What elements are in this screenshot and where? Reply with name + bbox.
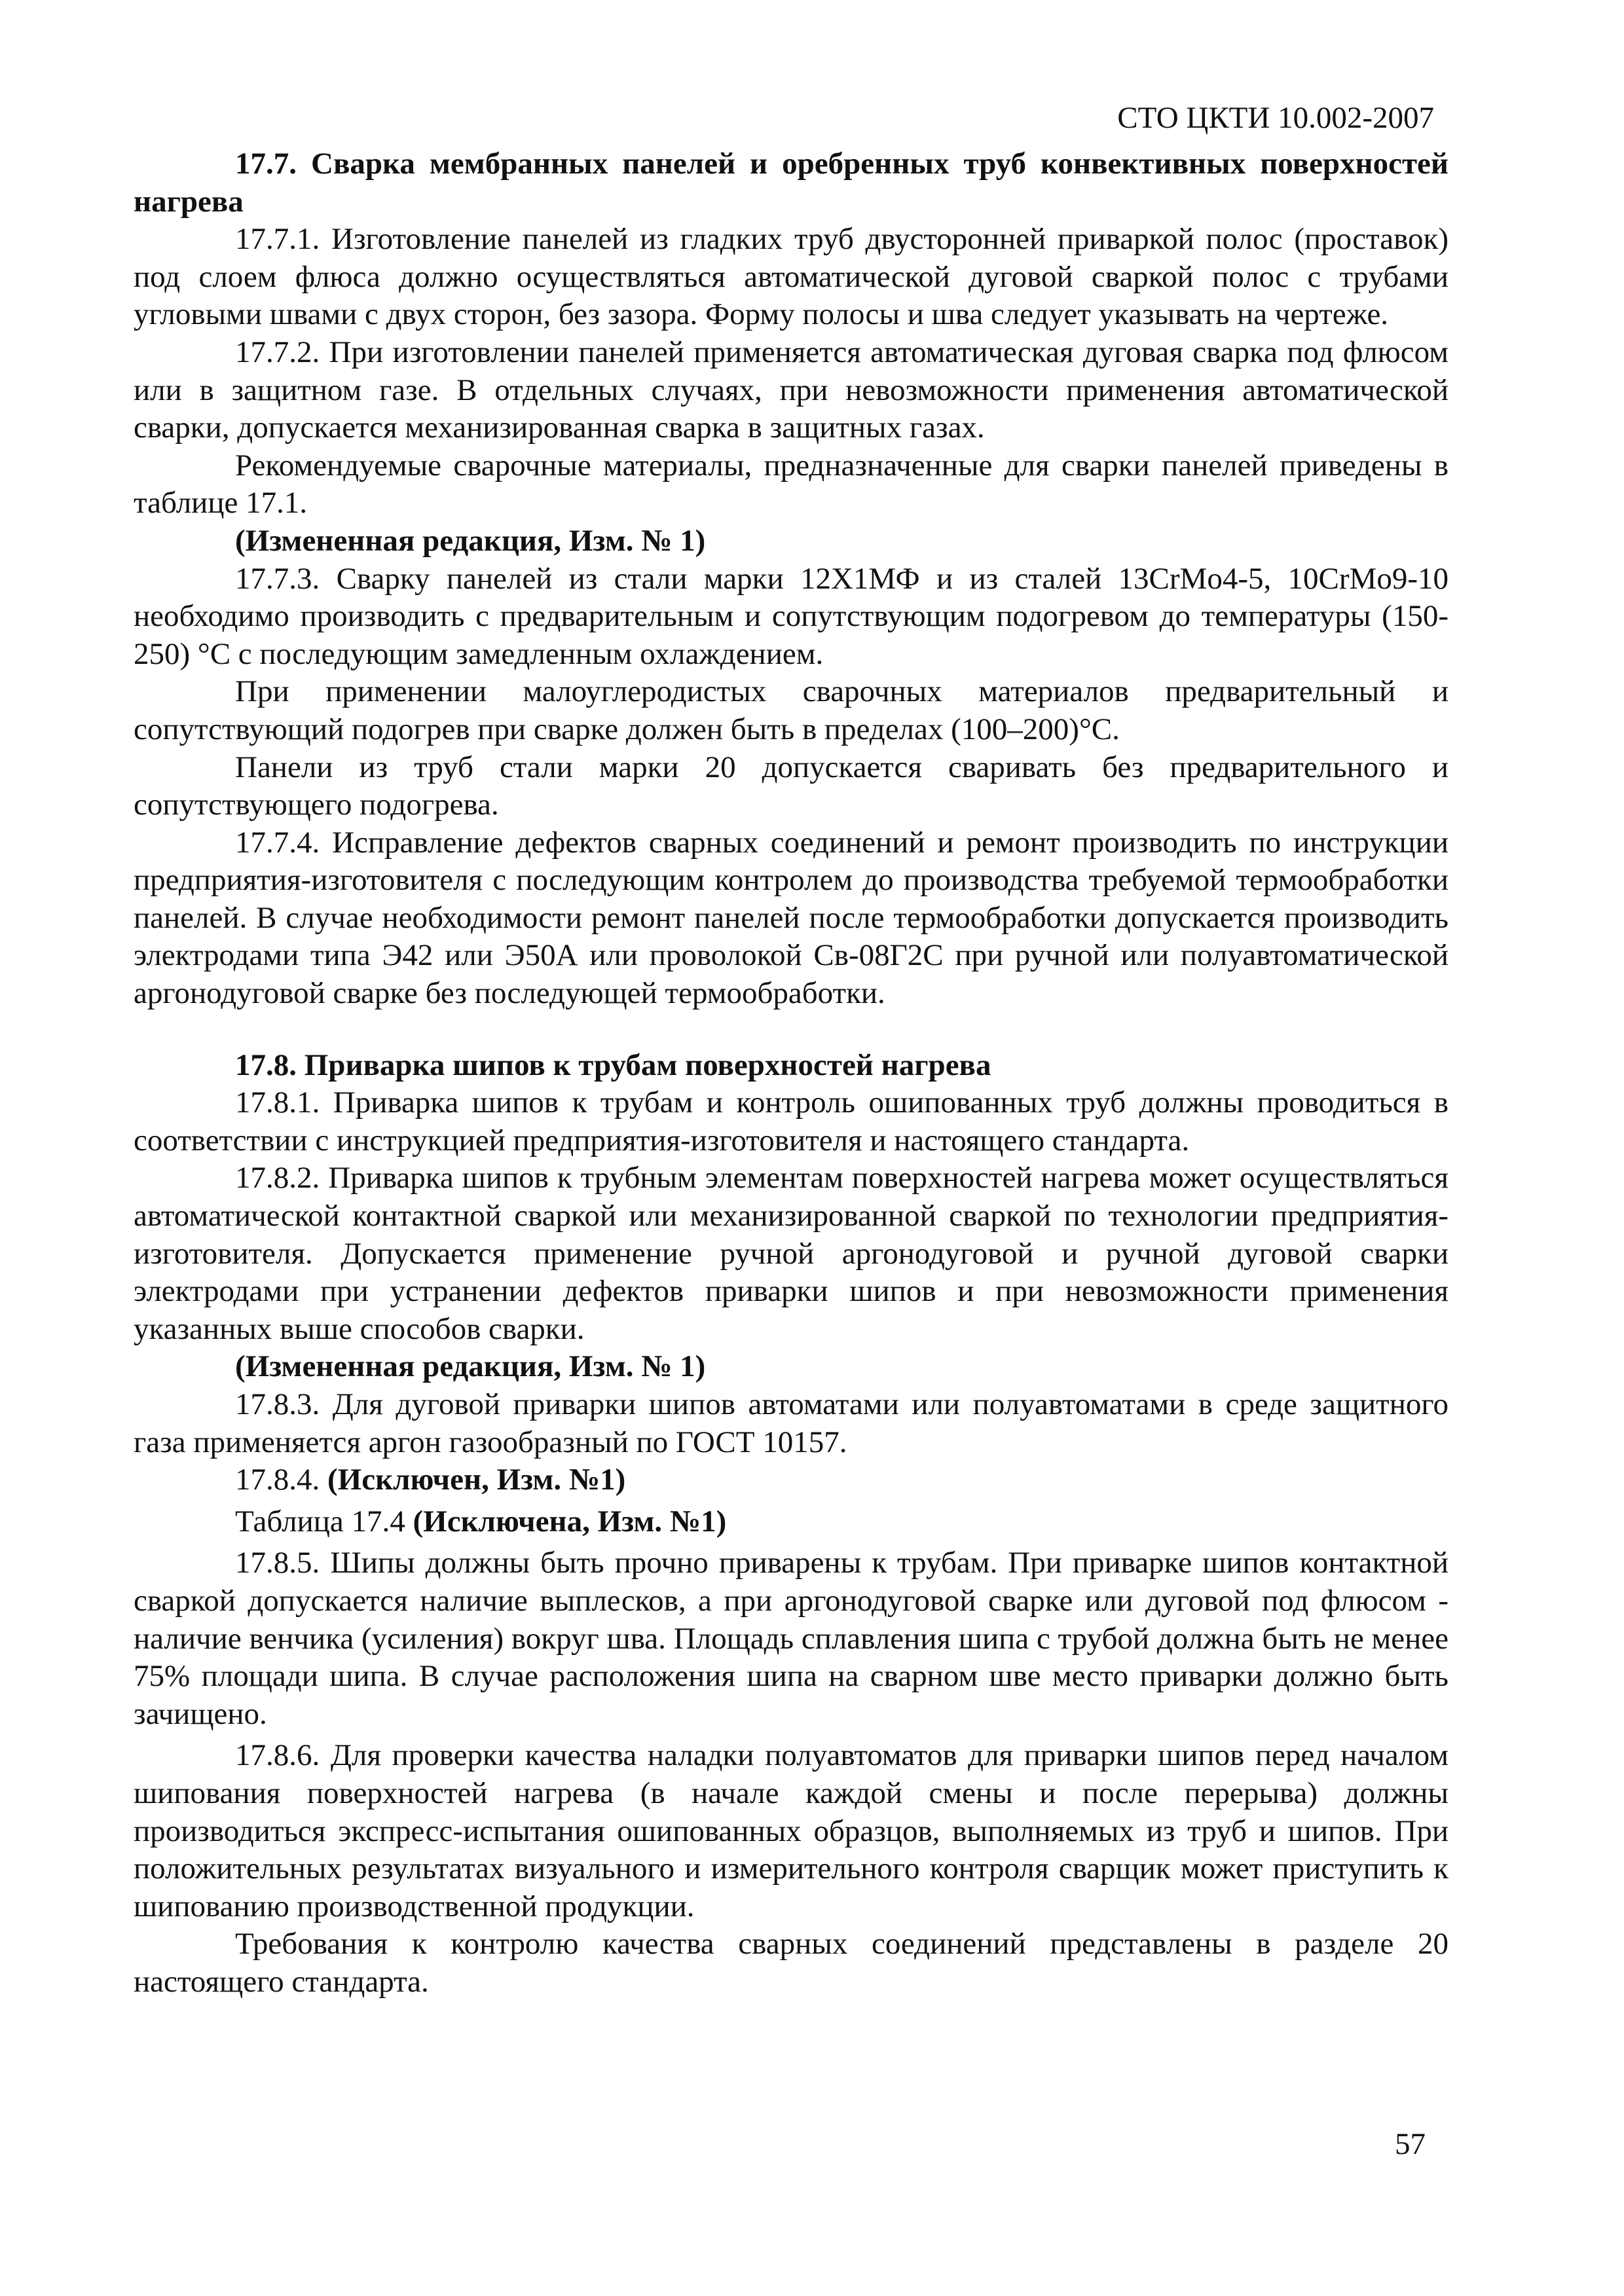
table-17-4-note [134,1503,1449,1541]
amendment-note: (Измененная редакция, Изм. № 1) [235,523,706,558]
section-17-8-title: 17.8. Приварка шипов к трубам поверхностей нагрева [235,1048,991,1082]
paragraph-17-7-3-steel20: Панели из труб стали марки 20 допускается сваривать без предварительного и сопутствующего подогрева. [134,750,1449,822]
section-17-7-title: 17.7. Сварка мембранных панелей и оребренных труб конвективных поверхностей нагрева [134,147,1449,219]
paragraph-17-8-5: 17.8.5. Шипы должны быть прочно приварены к трубам. При приварке шипов контактной сваркой допускается наличие выплесков, а при аргонодуговой сварке или дуговой под флюсом - наличие венчика (усиления) вокруг шва. Площадь сплавления шипа с трубой должна быть не менее 75% площади шипа. В случае расположения шипа на сварном шве место приварки должно быть зачищено. [134,1546,1449,1731]
paragraph-17-8-3: 17.8.3. Для дуговой приварки шипов автоматами или полуавтоматами в среде защитного газа применяется аргон газообразный по ГОСТ 10157. [134,1387,1449,1459]
section-spacer [134,1013,1449,1047]
paragraph-17-8-4 [134,1461,1449,1499]
paragraph-17-7-3-lowcarbon: При применении малоуглеродистых сварочных материалов предварительный и сопутствующий подогрев при сварке должен быть в пределах (100–200)°С. [134,674,1449,746]
excluded-note: (Исключен, Изм. №1) [327,1463,626,1497]
paragraph-quality-requirements: Требования к контролю качества сварных соединений представлены в разделе 20 настоящего стандарта. [134,1927,1449,1999]
table-reference: Таблица 17.4 [235,1504,413,1539]
excluded-note: (Исключена, Изм. №1) [413,1504,727,1539]
document-body [134,145,1449,2001]
paragraph-number: 17.8.4. [235,1463,327,1497]
paragraph-17-8-1: 17.8.1. Приварка шипов к трубам и контроль ошипованных труб должны проводиться в соответствии с инструкцией предприятия-изготовителя и настоящего стандарта. [134,1085,1449,1157]
paragraph-17-7-1: 17.7.1. Изготовление панелей из гладких труб двусторонней приваркой полос (проставок) под слоем флюса должно осуществляться автоматической дуговой сваркой полос с трубами угловыми швами с двух сторон, без зазора. Форму полосы и шва следует указывать на чертеже. [134,222,1449,332]
paragraph-17-8-2: 17.8.2. Приварка шипов к трубным элементам поверхностей нагрева может осуществляться автоматической контактной сваркой или механизированной сваркой по технологии предприятия-изготовителя. Допускается применение ручной аргонодуговой и ручной дуговой сварки электродами при устранении дефектов приварки шипов и при невозможности применения указанных выше способов сварки. [134,1161,1449,1346]
paragraph-17-7-4: 17.7.4. Исправление дефектов сварных соединений и ремонт производить по инструкции предприятия-изготовителя с последующим контролем до производства требуемой термообработки панелей. В случае необходимости ремонт панелей после термообработки допускается производить электродами типа Э42 или Э50А или проволокой Св-08Г2С при ручной или полуавтоматической аргонодуговой сварке без последующей термообработки. [134,825,1449,1011]
paragraph-17-7-3: 17.7.3. Сварку панелей из стали марки 12Х1МФ и из сталей 13CrMo4-5, 10CrMo9-10 необходимо производить с предварительным и сопутствующим подогревом до температуры (150-250) °С с последующим замедленным охлаждением. [134,561,1449,671]
page-number: 57 [1395,2127,1426,2161]
document-code-header: СТО ЦКТИ 10.002-2007 [1117,101,1434,135]
paragraph-17-7-2-materials: Рекомендуемые сварочные материалы, предназначенные для сварки панелей приведены в таблице 17.1. [134,448,1449,520]
paragraph-17-8-6: 17.8.6. Для проверки качества наладки полуавтоматов для приварки шипов перед началом шипования поверхностей нагрева (в начале каждой смены и после перерыва) должны производиться экспресс-испытания ошипованных образцов, выполняемых из труб и шипов. При положительных результатах визуального и измерительного контроля сварщик может приступить к шипованию производственной продукции. [134,1738,1449,1923]
paragraph-17-7-2: 17.7.2. При изготовлении панелей применяется автоматическая дуговая сварка под флюсом или в защитном газе. В отдельных случаях, при невозможности применения автоматической сварки, допускается механизированная сварка в защитных газах. [134,335,1449,445]
amendment-note: (Измененная редакция, Изм. № 1) [235,1349,706,1384]
